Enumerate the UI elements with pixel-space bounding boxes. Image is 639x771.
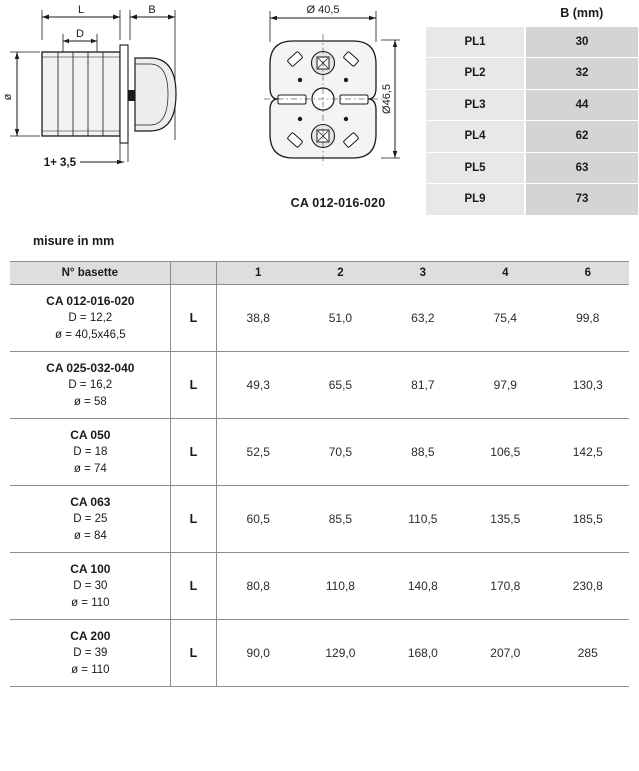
cell-value: 51,0 bbox=[299, 285, 381, 352]
table-row bbox=[426, 89, 639, 121]
cell-value: 230,8 bbox=[547, 553, 629, 620]
technical-drawings-and-pl-table bbox=[0, 0, 639, 228]
column-header-2: 2 bbox=[299, 262, 381, 285]
cell-value: 88,5 bbox=[382, 419, 464, 486]
table-row bbox=[426, 184, 639, 216]
table-row bbox=[10, 620, 629, 687]
cell-value: 90,0 bbox=[217, 620, 299, 687]
row-name-cell bbox=[10, 352, 170, 419]
table-row bbox=[426, 26, 639, 58]
row-name-cell bbox=[10, 553, 170, 620]
table-row bbox=[10, 419, 629, 486]
cell-value: 81,7 bbox=[382, 352, 464, 419]
row-model: CA 025-032-040 bbox=[46, 360, 135, 375]
cell-value: 65,5 bbox=[299, 352, 381, 419]
pl-label: PL3 bbox=[426, 89, 526, 121]
row-name-cell bbox=[10, 419, 170, 486]
row-diameter-value: ø = 84 bbox=[73, 529, 107, 542]
table-row bbox=[426, 121, 639, 153]
cell-value: 135,5 bbox=[464, 486, 546, 553]
cell-value: 142,5 bbox=[547, 419, 629, 486]
cell-value: 52,5 bbox=[217, 419, 299, 486]
row-dim-label: L bbox=[170, 419, 217, 486]
column-header-4: 4 bbox=[464, 262, 546, 285]
cell-value: 63,2 bbox=[382, 285, 464, 352]
cell-value: 207,0 bbox=[464, 620, 546, 687]
table-row bbox=[426, 152, 639, 184]
dimension-label-side-diameter: Ø46,5 bbox=[381, 84, 393, 114]
pl-value: 32 bbox=[525, 58, 638, 90]
pl-value: 44 bbox=[525, 89, 638, 121]
cell-value: 110,5 bbox=[382, 486, 464, 553]
row-name-cell bbox=[10, 620, 170, 687]
pl-label: PL1 bbox=[426, 26, 526, 58]
front-view-caption: CA 012-016-020 bbox=[290, 196, 386, 210]
row-dim-label: L bbox=[170, 285, 217, 352]
row-d-value: D = 12,2 bbox=[68, 312, 113, 325]
pl-label: PL9 bbox=[426, 184, 526, 216]
row-d-value: D = 16,2 bbox=[68, 379, 113, 392]
pl-value: 62 bbox=[525, 121, 638, 153]
column-header-3: 3 bbox=[382, 262, 464, 285]
pl-value: 73 bbox=[525, 184, 638, 216]
cell-value: 168,0 bbox=[382, 620, 464, 687]
dimension-table bbox=[10, 261, 629, 687]
cell-value: 185,5 bbox=[547, 486, 629, 553]
row-model: CA 200 bbox=[70, 628, 111, 643]
cell-value: 70,5 bbox=[299, 419, 381, 486]
row-diameter-value: ø = 40,5x46,5 bbox=[54, 328, 126, 341]
front-view-drawing bbox=[248, 0, 428, 220]
units-note: misure in mm bbox=[33, 234, 115, 248]
row-diameter-value: ø = 110 bbox=[71, 596, 110, 609]
row-diameter-value: ø = 58 bbox=[73, 395, 107, 408]
row-d-value: D = 25 bbox=[73, 513, 108, 526]
side-view-drawing bbox=[0, 0, 250, 210]
table-row bbox=[10, 285, 629, 352]
dimension-label-B: B bbox=[148, 4, 156, 16]
cell-value: 130,3 bbox=[547, 352, 629, 419]
cell-value: 49,3 bbox=[217, 352, 299, 419]
cell-value: 75,4 bbox=[464, 285, 546, 352]
row-d-value: D = 18 bbox=[73, 446, 108, 459]
pl-table-header-b-mm: B (mm) bbox=[525, 0, 638, 26]
pl-b-dimension-table bbox=[425, 0, 639, 216]
row-diameter-value: ø = 110 bbox=[71, 663, 110, 676]
pl-label: PL5 bbox=[426, 152, 526, 184]
table-row bbox=[10, 553, 629, 620]
row-model: CA 100 bbox=[70, 561, 111, 576]
row-dim-label: L bbox=[170, 352, 217, 419]
dimension-label-diameter: ø bbox=[2, 93, 14, 101]
table-row bbox=[10, 352, 629, 419]
cell-value: 80,8 bbox=[217, 553, 299, 620]
row-name-cell bbox=[10, 486, 170, 553]
cell-value: 170,8 bbox=[464, 553, 546, 620]
cell-value: 106,5 bbox=[464, 419, 546, 486]
column-header-6: 6 bbox=[547, 262, 629, 285]
column-header-1: 1 bbox=[217, 262, 299, 285]
table-row bbox=[10, 486, 629, 553]
row-model: CA 063 bbox=[70, 494, 111, 509]
row-name-cell bbox=[10, 285, 170, 352]
row-d-value: D = 39 bbox=[73, 647, 108, 660]
pl-label: PL2 bbox=[426, 58, 526, 90]
pl-value: 63 bbox=[525, 152, 638, 184]
cell-value: 97,9 bbox=[464, 352, 546, 419]
row-diameter-value: ø = 74 bbox=[73, 462, 107, 475]
row-dim-label: L bbox=[170, 553, 217, 620]
column-header-dim bbox=[170, 262, 217, 285]
row-d-value: D = 30 bbox=[73, 580, 108, 593]
row-model: CA 050 bbox=[70, 427, 111, 442]
row-dim-label: L bbox=[170, 620, 217, 687]
cell-value: 85,5 bbox=[299, 486, 381, 553]
dimension-label-D: D bbox=[76, 28, 84, 40]
dimension-label-L: L bbox=[77, 4, 85, 16]
note-1-plus-3-5: 1+ 3,5 bbox=[43, 157, 76, 169]
row-model: CA 012-016-020 bbox=[46, 293, 135, 308]
column-header-basette: N° basette bbox=[10, 262, 170, 285]
cell-value: 99,8 bbox=[547, 285, 629, 352]
cell-value: 110,8 bbox=[299, 553, 381, 620]
cell-value: 140,8 bbox=[382, 553, 464, 620]
dimension-label-outer-diameter: Ø 40,5 bbox=[306, 4, 340, 16]
pl-table-header-blank bbox=[426, 0, 526, 26]
table-header-row bbox=[10, 262, 629, 285]
cell-value: 129,0 bbox=[299, 620, 381, 687]
row-dim-label: L bbox=[170, 486, 217, 553]
cell-value: 38,8 bbox=[217, 285, 299, 352]
cell-value: 285 bbox=[547, 620, 629, 687]
cell-value: 60,5 bbox=[217, 486, 299, 553]
pl-value: 30 bbox=[525, 26, 638, 58]
table-row bbox=[426, 58, 639, 90]
pl-label: PL4 bbox=[426, 121, 526, 153]
